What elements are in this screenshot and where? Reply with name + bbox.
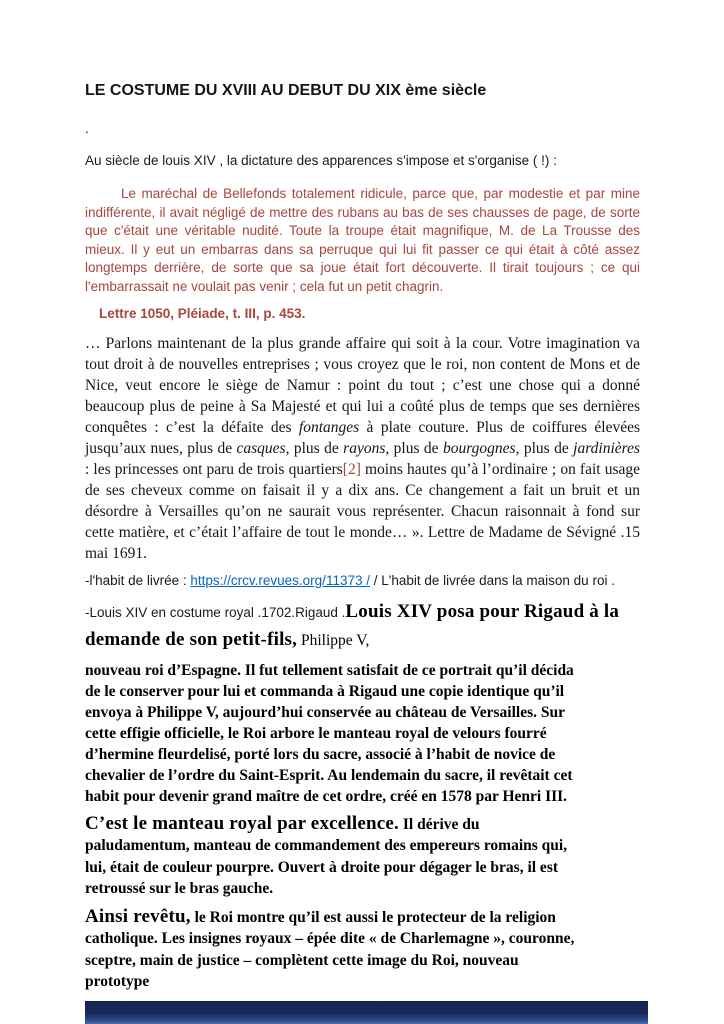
livree-line	[85, 572, 640, 590]
sevigne-run-8: , plus de	[515, 439, 574, 457]
term-jardinieres: jardinières	[573, 439, 641, 457]
sevigne-run-10: : les princesses ont paru de trois quartiers	[85, 460, 343, 478]
footnote-link-2[interactable]: [2]	[342, 460, 361, 478]
term-casques: casques	[236, 439, 286, 457]
sevigne-run-0: … Parlons maintenant de la plus grande affaire qui soit à la cour. Votre imagination va tout droit à de nouvelles entreprises ; vous croyez que le roi, non content de Mons et de Nice, veut encore le siège de Namur : point du tout ; c’est une chose qui a donné beaucoup plus de peine à Sa Majesté et qui lui a coûté plus de temps que ses dernières conquêtes : c’est la défaite des	[85, 334, 640, 436]
page-title: LE COSTUME DU XVIII AU DEBUT DU XIX ème siècle	[85, 82, 487, 99]
manteau-paragraph	[85, 813, 585, 900]
espagne-paragraph: nouveau roi d’Espagne. Il fut tellement satisfait de ce portrait qu’il décida de le conserver pour lui et commanda à Rigaud une copie identique qu’il envoya à Philippe V, aujourd’hui conservée au château de Versailles. Sur cette effigie officielle, le Roi arbore le manteau royal de velours fourré d’hermine fleurdelisé, porté lors du sacre, associé à l’habit de novice de chevalier de l’ordre du Saint-Esprit. Au lendemain du sacre, il revêtait cet habit pour devenir grand maître de cet ordre, créé en 1578 par Henri III.	[85, 661, 574, 805]
ainsi-heading: Ainsi revêtu,	[85, 905, 191, 927]
letter-reference: Lettre 1050, Pléiade, t. III, p. 453.	[99, 305, 306, 321]
rigaud-heading: Louis XIV posa pour Rigaud à la demande de son petit-fils,	[85, 600, 620, 650]
term-fontanges: fontanges	[298, 418, 360, 436]
livree-run-2: / L'habit de livrée dans la maison du roi .	[369, 572, 615, 588]
livree-run-0: -l'habit de livrée :	[85, 572, 191, 588]
ainsi-body: le Roi montre qu’il est aussi le protecteur de la religion catholique. Les insignes royaux – épée dite « de Charlemagne », couronne, sceptre, main de justice – complètent cette image du Roi, nouveau prototype	[85, 908, 575, 991]
sevigne-run-6: , plus de	[385, 439, 443, 457]
ainsi-paragraph	[85, 906, 585, 993]
sevigne-run-12: moins hautes qu’à l’ordinaire ; on fait usage de ses cheveux comme on faisait il y a dix ans. Ce changement a fait un bruit et un désordre à Versailles qu’on ne saurait vous représenter. Chacun raisonnait à fond sur cette matière, et c’était l’affaire de tout le monde… ». Lettre de Madame de Sévigné .15 mai 1691.	[85, 460, 640, 562]
crcv-revues-link[interactable]: https://crcv.revues.org/11373 /	[190, 572, 370, 588]
sevigne-run-4: , plus de	[285, 439, 344, 457]
term-bourgognes: bourgognes	[442, 439, 516, 457]
sevigne-run-2: à plate couture. Plus de coiffures élevées jusqu’aux nues, plus de	[85, 418, 640, 457]
bellefonds-quote: Le maréchal de Bellefonds totalement ridicule, parce que, par modestie et par mine indifférente, il avait négligé de mettre des rubans au bas de ses chausses de page, de sorte que c'était une véritable nudité. Toute la troupe était magnifique, M. de La Trousse des mieux. Il y eut un embarras dans sa perruque qui lui fit passer ce qui était à côté assez longtemps derrière, de sorte que sa joue était fort découverte. Il tirait toujours ; ce qui l'embarrassait ne voulait pas venir ; cela fut un petit chagrin.	[85, 186, 640, 294]
intro-line: Au siècle de louis XIV , la dictature des apparences s'impose et s'organise ( !) :	[85, 153, 557, 168]
bottom-image-strip	[85, 1001, 648, 1024]
sevigne-paragraph	[85, 333, 640, 564]
philippe-v-run: Philippe V,	[297, 631, 370, 649]
manteau-body: Il dérive du paludamentum, manteau de commandement des empereurs romains qui, lui, était de couleur pourpre. Ouvert à droite pour dégager le bras, il est retroussé sur le bras gauche.	[85, 815, 568, 898]
rigaud-line	[85, 598, 640, 654]
stray-dot: .	[85, 121, 89, 136]
rigaud-caption: -Louis XIV en costume royal .1702.Rigaud .	[85, 604, 346, 620]
term-rayons: rayons	[343, 439, 386, 457]
manteau-heading: C’est le manteau royal par excellence.	[85, 812, 399, 834]
